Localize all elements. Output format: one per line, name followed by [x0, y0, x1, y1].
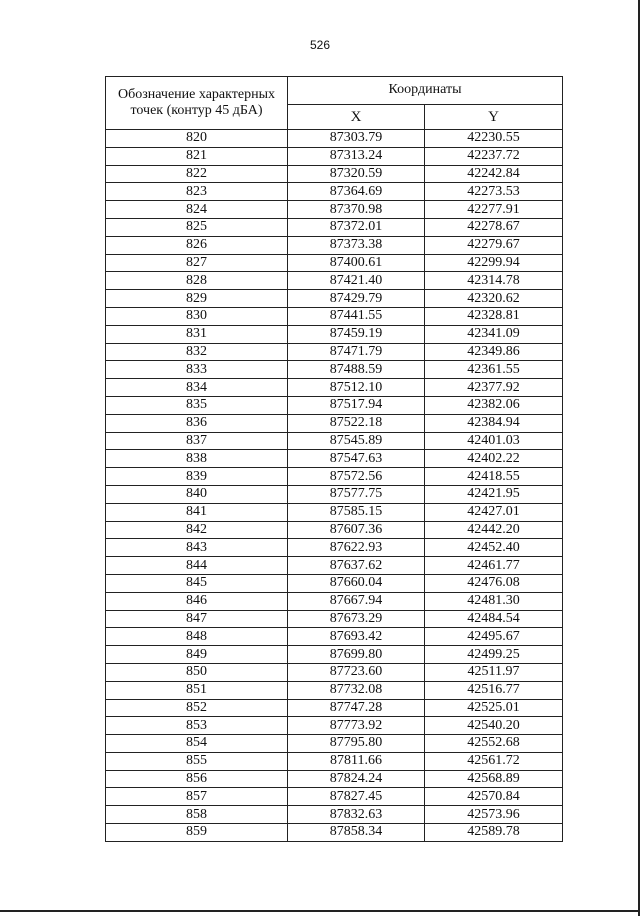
point-id-cell: 849: [106, 646, 288, 664]
x-coordinate-cell: 87673.29: [288, 610, 425, 628]
x-coordinate-cell: 87827.45: [288, 788, 425, 806]
table-row: [106, 770, 563, 788]
x-coordinate-cell: 87585.15: [288, 503, 425, 521]
x-coordinate-cell: 87577.75: [288, 485, 425, 503]
y-coordinate-cell: 42484.54: [425, 610, 563, 628]
y-coordinate-cell: 42570.84: [425, 788, 563, 806]
point-id-cell: 852: [106, 699, 288, 717]
table-row: [106, 735, 563, 753]
table-row: [106, 557, 563, 575]
x-coordinate-cell: 87400.61: [288, 254, 425, 272]
x-coordinate-cell: 87637.62: [288, 557, 425, 575]
table-row: [106, 130, 563, 148]
point-id-cell: 851: [106, 681, 288, 699]
header-y: Y: [425, 104, 563, 129]
x-coordinate-cell: 87660.04: [288, 574, 425, 592]
table-header: [106, 77, 563, 130]
table-row: [106, 307, 563, 325]
y-coordinate-cell: 42377.92: [425, 379, 563, 397]
point-id-cell: 857: [106, 788, 288, 806]
table-row: [106, 574, 563, 592]
header-x: X: [288, 104, 425, 129]
table-body: [106, 130, 563, 842]
point-id-cell: 824: [106, 201, 288, 219]
table-row: [106, 236, 563, 254]
point-id-cell: 844: [106, 557, 288, 575]
y-coordinate-cell: 42540.20: [425, 717, 563, 735]
x-coordinate-cell: 87667.94: [288, 592, 425, 610]
x-coordinate-cell: 87607.36: [288, 521, 425, 539]
x-coordinate-cell: 87488.59: [288, 361, 425, 379]
point-id-cell: 845: [106, 574, 288, 592]
x-coordinate-cell: 87370.98: [288, 201, 425, 219]
y-coordinate-cell: 42401.03: [425, 432, 563, 450]
y-coordinate-cell: 42273.53: [425, 183, 563, 201]
table-row: [106, 539, 563, 557]
x-coordinate-cell: 87693.42: [288, 628, 425, 646]
x-coordinate-cell: 87517.94: [288, 396, 425, 414]
x-coordinate-cell: 87811.66: [288, 752, 425, 770]
table-row: [106, 201, 563, 219]
table-row: [106, 681, 563, 699]
x-coordinate-cell: 87732.08: [288, 681, 425, 699]
table-row: [106, 752, 563, 770]
y-coordinate-cell: 42341.09: [425, 325, 563, 343]
x-coordinate-cell: 87723.60: [288, 663, 425, 681]
page-number: 526: [309, 38, 331, 52]
x-coordinate-cell: 87429.79: [288, 290, 425, 308]
x-coordinate-cell: 87522.18: [288, 414, 425, 432]
point-id-cell: 830: [106, 307, 288, 325]
x-coordinate-cell: 87313.24: [288, 147, 425, 165]
x-coordinate-cell: 87773.92: [288, 717, 425, 735]
y-coordinate-cell: 42452.40: [425, 539, 563, 557]
x-coordinate-cell: 87832.63: [288, 806, 425, 824]
table-row: [106, 414, 563, 432]
x-coordinate-cell: 87471.79: [288, 343, 425, 361]
y-coordinate-cell: 42299.94: [425, 254, 563, 272]
y-coordinate-cell: 42320.62: [425, 290, 563, 308]
x-coordinate-cell: 87441.55: [288, 307, 425, 325]
table-row: [106, 450, 563, 468]
y-coordinate-cell: 42552.68: [425, 735, 563, 753]
y-coordinate-cell: 42384.94: [425, 414, 563, 432]
y-coordinate-cell: 42573.96: [425, 806, 563, 824]
table-row: [106, 183, 563, 201]
point-id-cell: 826: [106, 236, 288, 254]
header-coordinates: Координаты: [288, 77, 563, 105]
y-coordinate-cell: 42349.86: [425, 343, 563, 361]
point-id-cell: 855: [106, 752, 288, 770]
y-coordinate-cell: 42237.72: [425, 147, 563, 165]
x-coordinate-cell: 87858.34: [288, 824, 425, 842]
table-row: [106, 485, 563, 503]
x-coordinate-cell: 87824.24: [288, 770, 425, 788]
point-id-cell: 827: [106, 254, 288, 272]
y-coordinate-cell: 42382.06: [425, 396, 563, 414]
point-id-cell: 821: [106, 147, 288, 165]
point-id-cell: 841: [106, 503, 288, 521]
table-row: [106, 218, 563, 236]
x-coordinate-cell: 87622.93: [288, 539, 425, 557]
point-id-cell: 836: [106, 414, 288, 432]
table-row: [106, 343, 563, 361]
point-id-cell: 856: [106, 770, 288, 788]
y-coordinate-cell: 42427.01: [425, 503, 563, 521]
y-coordinate-cell: 42481.30: [425, 592, 563, 610]
point-id-cell: 832: [106, 343, 288, 361]
y-coordinate-cell: 42442.20: [425, 521, 563, 539]
table-row: [106, 147, 563, 165]
y-coordinate-cell: 42421.95: [425, 485, 563, 503]
coordinates-table: [105, 76, 563, 842]
table-row: [106, 379, 563, 397]
y-coordinate-cell: 42589.78: [425, 824, 563, 842]
point-id-cell: 828: [106, 272, 288, 290]
table-row: [106, 272, 563, 290]
y-coordinate-cell: 42511.97: [425, 663, 563, 681]
y-coordinate-cell: 42476.08: [425, 574, 563, 592]
point-id-cell: 820: [106, 130, 288, 148]
table-row: [106, 325, 563, 343]
point-id-cell: 858: [106, 806, 288, 824]
y-coordinate-cell: 42525.01: [425, 699, 563, 717]
point-id-cell: 848: [106, 628, 288, 646]
table-row: [106, 290, 563, 308]
table-row: [106, 717, 563, 735]
point-id-cell: 840: [106, 485, 288, 503]
point-id-cell: 847: [106, 610, 288, 628]
point-id-cell: 850: [106, 663, 288, 681]
table-row: [106, 432, 563, 450]
table-row: [106, 788, 563, 806]
y-coordinate-cell: 42361.55: [425, 361, 563, 379]
x-coordinate-cell: 87572.56: [288, 468, 425, 486]
table-row: [106, 468, 563, 486]
table-row: [106, 521, 563, 539]
x-coordinate-cell: 87364.69: [288, 183, 425, 201]
point-id-cell: 859: [106, 824, 288, 842]
x-coordinate-cell: 87747.28: [288, 699, 425, 717]
x-coordinate-cell: 87373.38: [288, 236, 425, 254]
table-row: [106, 610, 563, 628]
x-coordinate-cell: 87320.59: [288, 165, 425, 183]
y-coordinate-cell: 42277.91: [425, 201, 563, 219]
y-coordinate-cell: 42516.77: [425, 681, 563, 699]
y-coordinate-cell: 42242.84: [425, 165, 563, 183]
point-id-cell: 822: [106, 165, 288, 183]
table-row: [106, 628, 563, 646]
scan-border-bottom: [0, 910, 640, 912]
y-coordinate-cell: 42561.72: [425, 752, 563, 770]
header-point-label: Обозначение характерных точек (контур 45 дБА): [106, 77, 288, 130]
y-coordinate-cell: 42418.55: [425, 468, 563, 486]
point-id-cell: 835: [106, 396, 288, 414]
point-id-cell: 823: [106, 183, 288, 201]
table-row: [106, 361, 563, 379]
y-coordinate-cell: 42568.89: [425, 770, 563, 788]
point-id-cell: 843: [106, 539, 288, 557]
table-row: [106, 824, 563, 842]
x-coordinate-cell: 87421.40: [288, 272, 425, 290]
point-id-cell: 837: [106, 432, 288, 450]
x-coordinate-cell: 87372.01: [288, 218, 425, 236]
y-coordinate-cell: 42230.55: [425, 130, 563, 148]
point-id-cell: 839: [106, 468, 288, 486]
y-coordinate-cell: 42402.22: [425, 450, 563, 468]
y-coordinate-cell: 42279.67: [425, 236, 563, 254]
table-row: [106, 646, 563, 664]
y-coordinate-cell: 42461.77: [425, 557, 563, 575]
table-row: [106, 503, 563, 521]
point-id-cell: 833: [106, 361, 288, 379]
y-coordinate-cell: 42328.81: [425, 307, 563, 325]
point-id-cell: 829: [106, 290, 288, 308]
x-coordinate-cell: 87303.79: [288, 130, 425, 148]
y-coordinate-cell: 42499.25: [425, 646, 563, 664]
table-row: [106, 663, 563, 681]
x-coordinate-cell: 87512.10: [288, 379, 425, 397]
table-row: [106, 254, 563, 272]
point-id-cell: 838: [106, 450, 288, 468]
point-id-cell: 842: [106, 521, 288, 539]
x-coordinate-cell: 87459.19: [288, 325, 425, 343]
x-coordinate-cell: 87699.80: [288, 646, 425, 664]
point-id-cell: 834: [106, 379, 288, 397]
x-coordinate-cell: 87545.89: [288, 432, 425, 450]
table-row: [106, 165, 563, 183]
table-row: [106, 592, 563, 610]
x-coordinate-cell: 87547.63: [288, 450, 425, 468]
table-row: [106, 396, 563, 414]
point-id-cell: 853: [106, 717, 288, 735]
point-id-cell: 846: [106, 592, 288, 610]
point-id-cell: 854: [106, 735, 288, 753]
y-coordinate-cell: 42278.67: [425, 218, 563, 236]
x-coordinate-cell: 87795.80: [288, 735, 425, 753]
table-row: [106, 806, 563, 824]
y-coordinate-cell: 42495.67: [425, 628, 563, 646]
point-id-cell: 831: [106, 325, 288, 343]
table-row: [106, 699, 563, 717]
y-coordinate-cell: 42314.78: [425, 272, 563, 290]
point-id-cell: 825: [106, 218, 288, 236]
